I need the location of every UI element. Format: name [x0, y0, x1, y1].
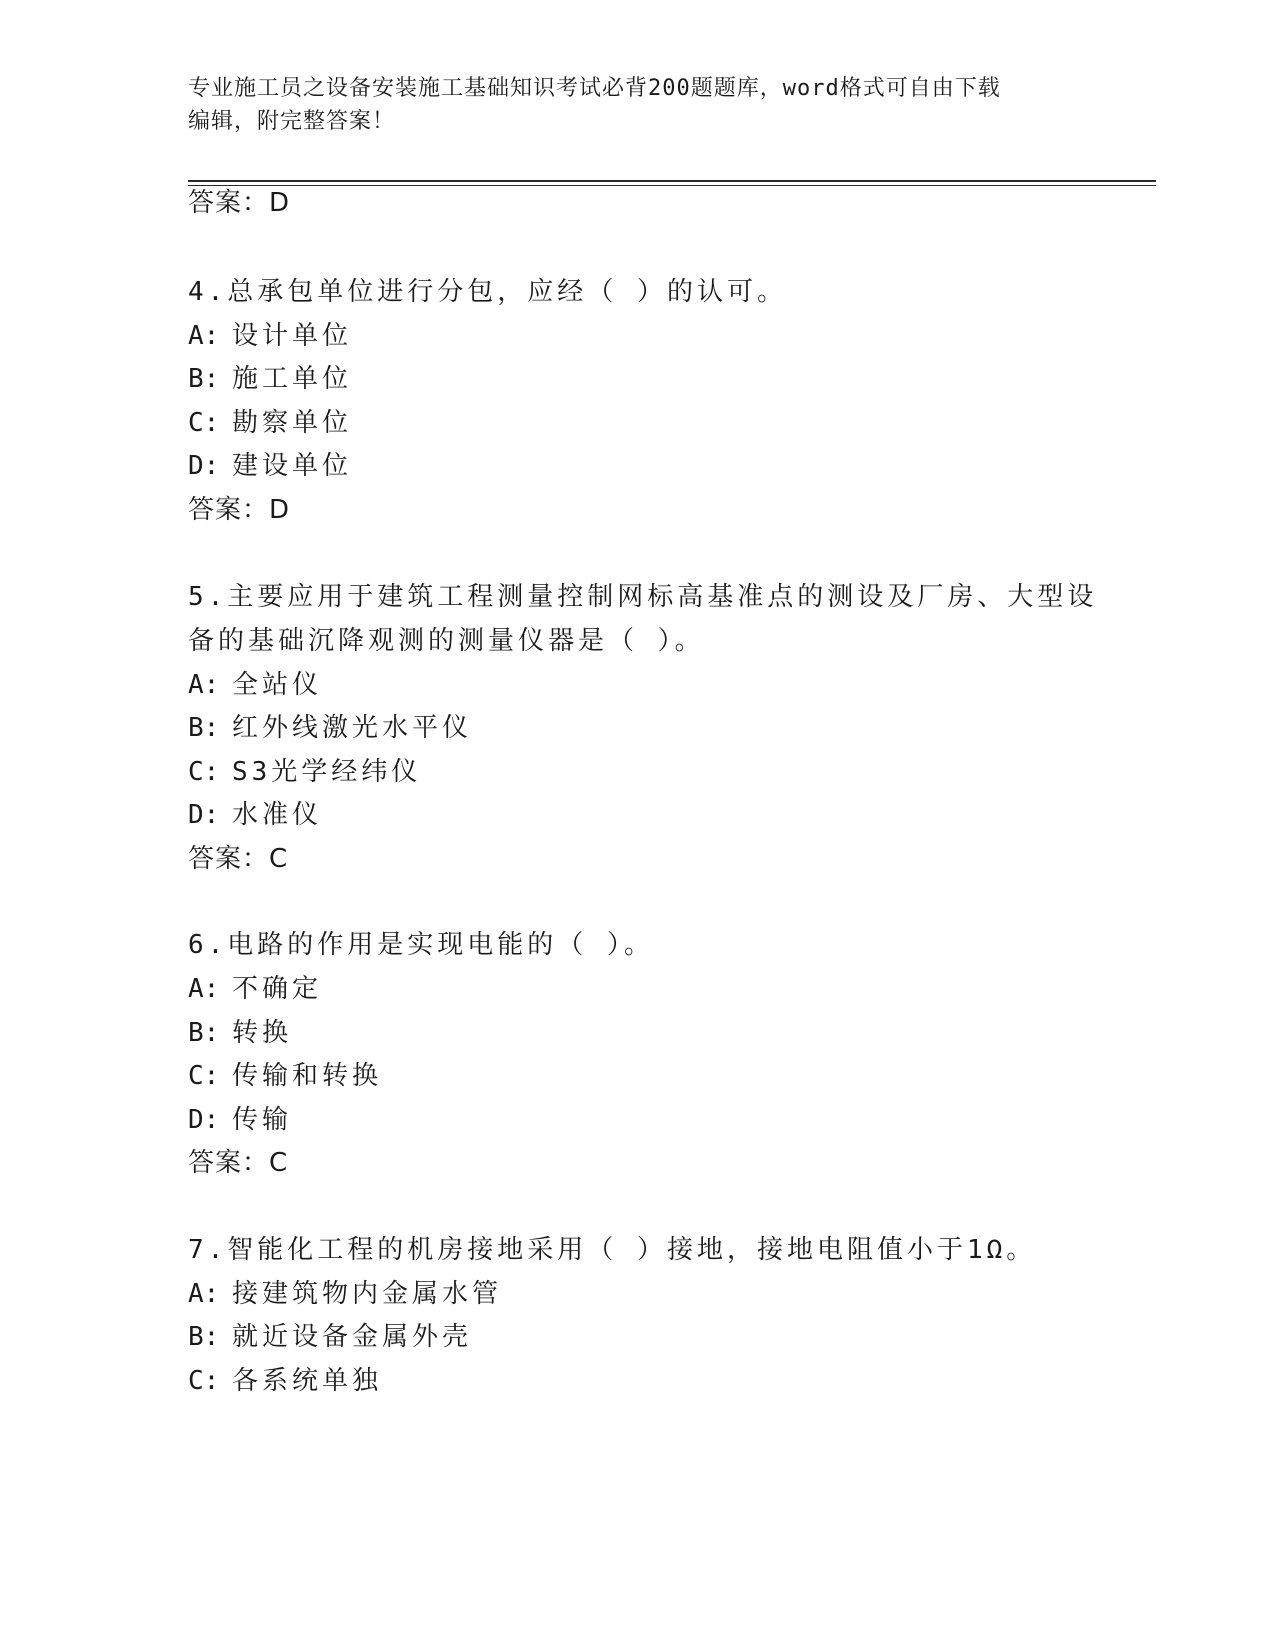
question-5-option-a: [188, 668, 322, 702]
question-6-option-a: [188, 972, 322, 1006]
question-5-option-c: [188, 755, 421, 789]
question-5-option-b: [188, 711, 472, 745]
document-header: [188, 72, 1068, 138]
question-4-option-d: [188, 449, 352, 483]
option-label: C:: [188, 1061, 220, 1091]
question-6-option-d: [188, 1103, 292, 1137]
option-text: S3光学经纬仪: [232, 757, 422, 787]
previous-answer: 答案：D: [188, 188, 291, 218]
option-text: 红外线激光水平仪: [232, 713, 473, 743]
question-5-stem-line-1: 5.主要应用于建筑工程测量控制网标高基准点的测设及厂房、大型设: [188, 582, 1098, 612]
option-label: D:: [188, 451, 220, 481]
option-text: 就近设备金属外壳: [232, 1322, 473, 1352]
option-label: C:: [188, 1366, 220, 1396]
option-label: C:: [188, 757, 220, 787]
question-5-answer: 答案：C: [188, 844, 289, 874]
option-label: C:: [188, 408, 220, 438]
option-label: A:: [188, 670, 220, 700]
question-4-option-b: [188, 362, 352, 396]
option-text: 全站仪: [232, 670, 323, 700]
question-5-option-d: [188, 798, 322, 832]
header-divider-top: [188, 180, 1156, 182]
header-divider-bottom: [188, 185, 1156, 186]
option-label: D:: [188, 1105, 220, 1135]
option-text: 各系统单独: [232, 1366, 383, 1396]
option-text: 接建筑物内金属水管: [232, 1279, 503, 1309]
option-label: B:: [188, 1322, 220, 1352]
question-7-stem: 7.智能化工程的机房接地采用（ ）接地，接地电阻值小于1Ω。: [188, 1235, 1037, 1265]
option-label: B:: [188, 713, 220, 743]
option-text: 传输: [232, 1105, 293, 1135]
question-6-answer: 答案：C: [188, 1148, 289, 1178]
question-7-option-a: [188, 1277, 502, 1311]
option-label: D:: [188, 800, 220, 830]
option-label: B:: [188, 364, 220, 394]
question-4-option-a: [188, 319, 352, 353]
question-7-option-b: [188, 1320, 472, 1354]
option-text: 转换: [232, 1018, 293, 1048]
option-label: A:: [188, 1279, 220, 1309]
option-label: A:: [188, 974, 220, 1004]
option-text: 施工单位: [232, 364, 353, 394]
option-label: A:: [188, 321, 220, 351]
question-6-option-c: [188, 1059, 382, 1093]
question-6-option-b: [188, 1016, 292, 1050]
option-text: 传输和转换: [232, 1061, 383, 1091]
question-6-stem: 6.电路的作用是实现电能的（ ）。: [188, 930, 654, 960]
question-4-stem: 4.总承包单位进行分包，应经（ ）的认可。: [188, 277, 787, 307]
question-5-stem-line-2: 备的基础沉降观测的测量仪器是（ ）。: [188, 626, 705, 656]
header-line-1: 专业施工员之设备安装施工基础知识考试必背200题题库，word格式可自由下载: [188, 76, 1001, 101]
question-4-answer: 答案：D: [188, 495, 291, 525]
option-text: 不确定: [232, 974, 323, 1004]
option-label: B:: [188, 1018, 220, 1048]
option-text: 水准仪: [232, 800, 323, 830]
header-line-2: 编辑，附完整答案！: [188, 109, 396, 134]
option-text: 勘察单位: [232, 408, 353, 438]
question-7-option-c: [188, 1364, 382, 1398]
question-4-option-c: [188, 406, 352, 440]
option-text: 建设单位: [232, 451, 353, 481]
option-text: 设计单位: [232, 321, 353, 351]
